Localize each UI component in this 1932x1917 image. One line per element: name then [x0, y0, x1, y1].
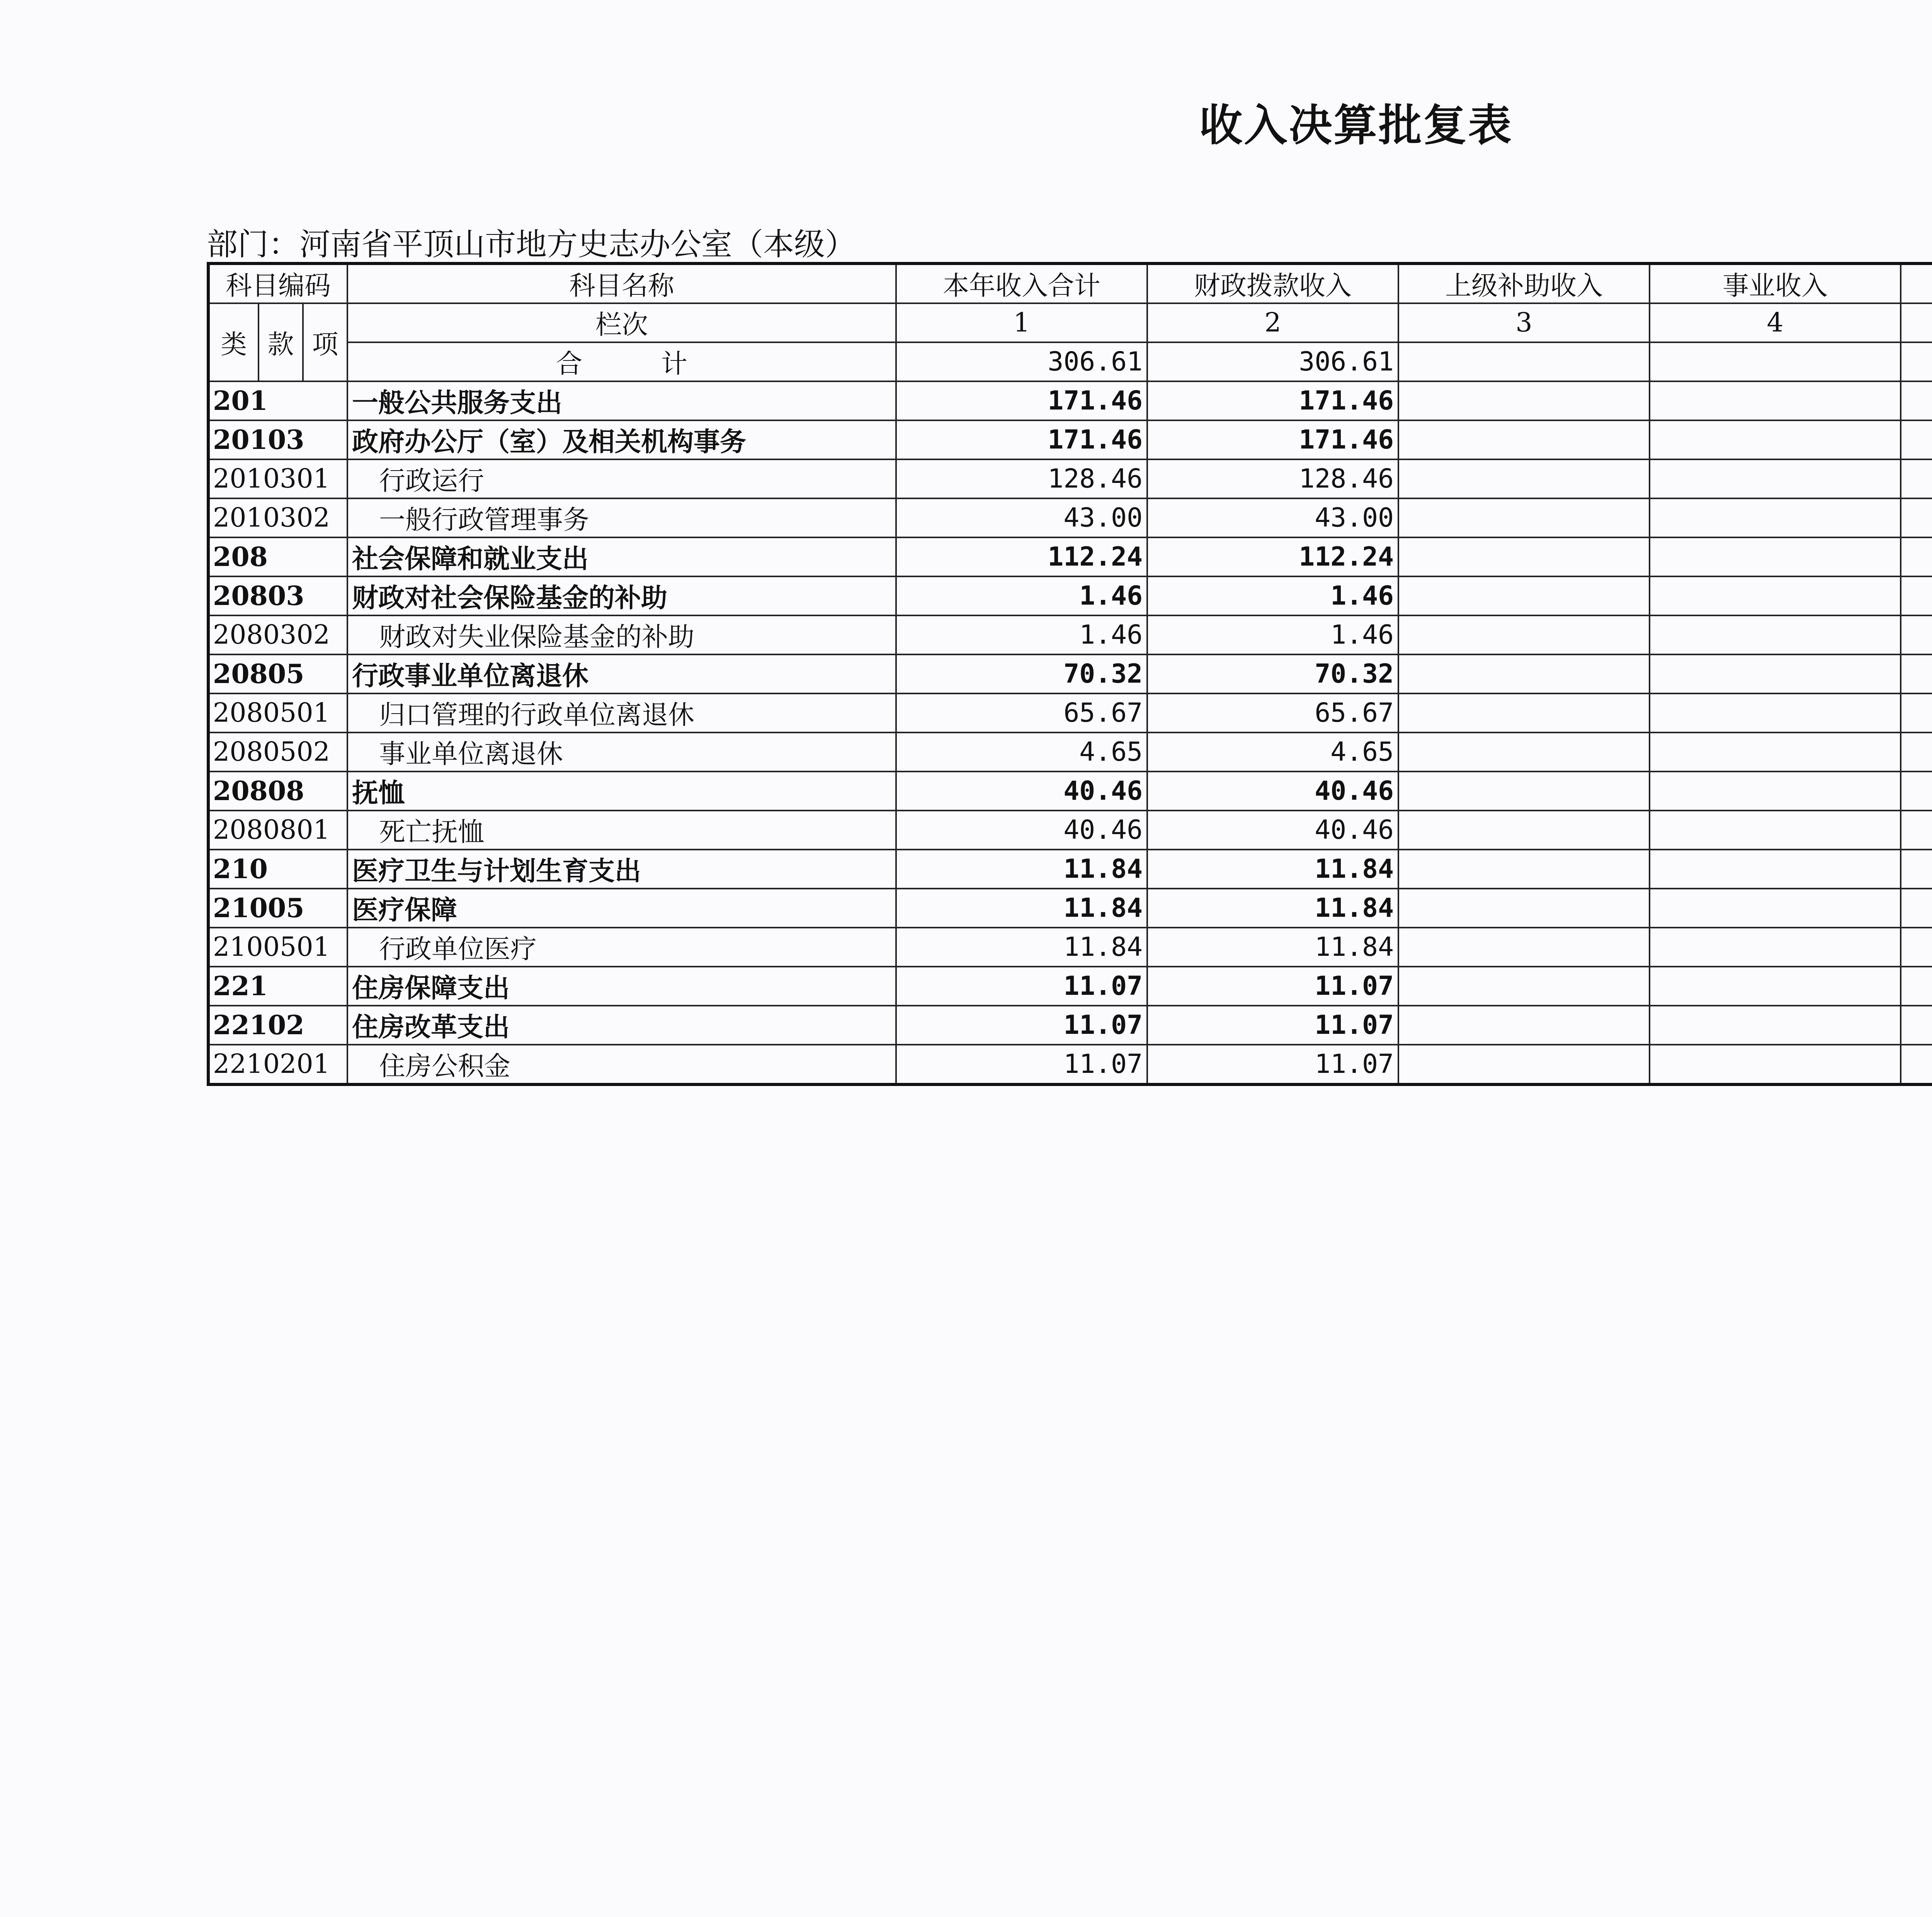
- row-col-3: [1398, 420, 1650, 459]
- row-col-5: [1901, 772, 1932, 811]
- header-col-2: 财政拨款收入: [1147, 263, 1398, 303]
- row-col-2: 1.46: [1147, 576, 1398, 615]
- row-col-2: 40.46: [1147, 772, 1398, 811]
- row-code: 2010302: [208, 498, 347, 537]
- row-col-3: [1398, 811, 1650, 850]
- row-col-1: 40.46: [896, 811, 1147, 850]
- row-col-5: [1901, 615, 1932, 654]
- row-col-5: [1901, 420, 1932, 459]
- table-row: [208, 576, 1932, 615]
- row-name: 财政对失业保险基金的补助: [347, 615, 896, 654]
- table-row: [208, 967, 1932, 1006]
- row-name: 一般公共服务支出: [347, 381, 896, 420]
- row-col-1: 112.24: [896, 537, 1147, 576]
- row-code: 2100501: [208, 928, 347, 967]
- row-col-2: 4.65: [1147, 732, 1398, 772]
- row-col-2: 43.00: [1147, 498, 1398, 537]
- row-col-5: [1901, 1045, 1932, 1084]
- row-col-4: [1650, 693, 1901, 732]
- row-name: 社会保障和就业支出: [347, 537, 896, 576]
- row-col-1: 11.84: [896, 850, 1147, 889]
- row-name: 医疗保障: [347, 889, 896, 928]
- total-label: 合 计: [347, 342, 896, 381]
- row-code: 20805: [208, 654, 347, 693]
- row-col-3: [1398, 967, 1650, 1006]
- row-code: 221: [208, 967, 347, 1006]
- row-col-5: [1901, 693, 1932, 732]
- row-col-4: [1650, 850, 1901, 889]
- total-col-3: [1398, 342, 1650, 381]
- row-col-5: [1901, 889, 1932, 928]
- row-col-3: [1398, 576, 1650, 615]
- row-col-2: 11.07: [1147, 967, 1398, 1006]
- row-col-5: [1901, 811, 1932, 850]
- table-row: [208, 811, 1932, 850]
- row-col-1: 1.46: [896, 615, 1147, 654]
- row-name: 死亡抚恤: [347, 811, 896, 850]
- row-col-1: 4.65: [896, 732, 1147, 772]
- row-col-3: [1398, 537, 1650, 576]
- row-col-3: [1398, 928, 1650, 967]
- row-col-2: 40.46: [1147, 811, 1398, 850]
- table-row: [208, 459, 1932, 498]
- sub-header-xiang: 项: [303, 303, 347, 381]
- row-col-3: [1398, 889, 1650, 928]
- table-row: [208, 381, 1932, 420]
- row-col-5: [1901, 732, 1932, 772]
- row-col-4: [1650, 967, 1901, 1006]
- row-col-4: [1650, 1045, 1901, 1084]
- row-col-3: [1398, 772, 1650, 811]
- row-col-4: [1650, 615, 1901, 654]
- row-code: 2010301: [208, 459, 347, 498]
- row-code: 20103: [208, 420, 347, 459]
- row-col-4: [1650, 420, 1901, 459]
- row-col-4: [1650, 811, 1901, 850]
- total-col-2: 306.61: [1147, 342, 1398, 381]
- table-body: [208, 381, 1932, 1084]
- header-col-5: [1901, 263, 1932, 303]
- header-col-4: 事业收入: [1650, 263, 1901, 303]
- row-col-5: [1901, 928, 1932, 967]
- row-col-1: 11.07: [896, 967, 1147, 1006]
- col-num-2: 2: [1147, 303, 1398, 342]
- row-col-2: 171.46: [1147, 420, 1398, 459]
- row-col-1: 40.46: [896, 772, 1147, 811]
- row-name: 财政对社会保险基金的补助: [347, 576, 896, 615]
- row-col-2: 11.84: [1147, 850, 1398, 889]
- row-code: 2080502: [208, 732, 347, 772]
- table-row: [208, 1045, 1932, 1084]
- row-code: 2080501: [208, 693, 347, 732]
- row-col-3: [1398, 615, 1650, 654]
- row-col-5: [1901, 498, 1932, 537]
- row-col-2: 65.67: [1147, 693, 1398, 732]
- row-col-5: [1901, 537, 1932, 576]
- row-col-2: 70.32: [1147, 654, 1398, 693]
- header-col-1: 本年收入合计: [896, 263, 1147, 303]
- table-row: [208, 928, 1932, 967]
- row-col-4: [1650, 1006, 1901, 1045]
- table-row: [208, 1006, 1932, 1045]
- lanci-label: 栏次: [347, 303, 896, 342]
- row-col-2: 128.46: [1147, 459, 1398, 498]
- row-col-2: 11.84: [1147, 889, 1398, 928]
- row-col-4: [1650, 772, 1901, 811]
- col-num-4: 4: [1650, 303, 1901, 342]
- row-name: 归口管理的行政单位离退休: [347, 693, 896, 732]
- row-name: 行政运行: [347, 459, 896, 498]
- sub-header-kuan: 款: [259, 303, 303, 381]
- row-code: 20803: [208, 576, 347, 615]
- total-col-1: 306.61: [896, 342, 1147, 381]
- table-row: [208, 654, 1932, 693]
- row-col-4: [1650, 576, 1901, 615]
- row-col-3: [1398, 1006, 1650, 1045]
- department-label: 部门：河南省平顶山市地方史志办公室（本级）: [207, 226, 856, 262]
- row-code: 2080302: [208, 615, 347, 654]
- row-col-5: [1901, 1006, 1932, 1045]
- income-table: [207, 262, 1932, 1086]
- row-col-1: 171.46: [896, 420, 1147, 459]
- header-col-3: 上级补助收入: [1398, 263, 1650, 303]
- row-col-5: [1901, 850, 1932, 889]
- header-name: 科目名称: [347, 263, 896, 303]
- row-col-5: [1901, 459, 1932, 498]
- row-name: 一般行政管理事务: [347, 498, 896, 537]
- row-col-4: [1650, 889, 1901, 928]
- row-code: 22102: [208, 1006, 347, 1045]
- row-col-1: 171.46: [896, 381, 1147, 420]
- row-col-3: [1398, 850, 1650, 889]
- col-num-1: 1: [896, 303, 1147, 342]
- row-name: 住房改革支出: [347, 1006, 896, 1045]
- row-col-2: 171.46: [1147, 381, 1398, 420]
- row-col-3: [1398, 693, 1650, 732]
- row-col-2: 112.24: [1147, 537, 1398, 576]
- table-row: [208, 498, 1932, 537]
- row-code: 208: [208, 537, 347, 576]
- row-name: 行政单位医疗: [347, 928, 896, 967]
- row-col-4: [1650, 498, 1901, 537]
- row-code: 2080801: [208, 811, 347, 850]
- row-col-4: [1650, 381, 1901, 420]
- row-col-2: 1.46: [1147, 615, 1398, 654]
- table-row: [208, 693, 1932, 732]
- row-col-2: 11.84: [1147, 928, 1398, 967]
- row-col-3: [1398, 732, 1650, 772]
- total-col-4: [1650, 342, 1901, 381]
- header-code: 科目编码: [208, 263, 347, 303]
- col-num-3: 3: [1398, 303, 1650, 342]
- table-row: [208, 537, 1932, 576]
- row-name: 住房公积金: [347, 1045, 896, 1084]
- row-code: 20808: [208, 772, 347, 811]
- row-col-1: 11.84: [896, 928, 1147, 967]
- row-code: 201: [208, 381, 347, 420]
- table-row: [208, 850, 1932, 889]
- row-name: 政府办公厅（室）及相关机构事务: [347, 420, 896, 459]
- table-row: [208, 420, 1932, 459]
- row-col-1: 1.46: [896, 576, 1147, 615]
- table-row: [208, 732, 1932, 772]
- row-col-5: [1901, 654, 1932, 693]
- row-col-5: [1901, 967, 1932, 1006]
- row-col-1: 11.84: [896, 889, 1147, 928]
- row-col-3: [1398, 1045, 1650, 1084]
- row-code: 210: [208, 850, 347, 889]
- sub-header-lei: 类: [208, 303, 259, 381]
- row-col-3: [1398, 654, 1650, 693]
- page-title: 收入决算批复表: [1199, 100, 1513, 151]
- table-row: [208, 772, 1932, 811]
- table-row: [208, 889, 1932, 928]
- row-name: 住房保障支出: [347, 967, 896, 1006]
- row-col-1: 128.46: [896, 459, 1147, 498]
- row-name: 行政事业单位离退休: [347, 654, 896, 693]
- col-num-5: [1901, 303, 1932, 342]
- row-col-4: [1650, 732, 1901, 772]
- row-col-4: [1650, 654, 1901, 693]
- row-col-2: 11.07: [1147, 1006, 1398, 1045]
- row-col-1: 11.07: [896, 1006, 1147, 1045]
- row-col-1: 65.67: [896, 693, 1147, 732]
- row-col-5: [1901, 381, 1932, 420]
- row-name: 医疗卫生与计划生育支出: [347, 850, 896, 889]
- row-col-3: [1398, 459, 1650, 498]
- row-col-4: [1650, 537, 1901, 576]
- row-col-5: [1901, 576, 1932, 615]
- row-col-4: [1650, 928, 1901, 967]
- row-col-3: [1398, 498, 1650, 537]
- total-col-5: [1901, 342, 1932, 381]
- row-code: 2210201: [208, 1045, 347, 1084]
- row-col-2: 11.07: [1147, 1045, 1398, 1084]
- table-row: [208, 615, 1932, 654]
- row-col-3: [1398, 381, 1650, 420]
- row-col-4: [1650, 459, 1901, 498]
- row-col-1: 11.07: [896, 1045, 1147, 1084]
- row-col-1: 43.00: [896, 498, 1147, 537]
- row-name: 事业单位离退休: [347, 732, 896, 772]
- row-col-1: 70.32: [896, 654, 1147, 693]
- row-code: 21005: [208, 889, 347, 928]
- row-name: 抚恤: [347, 772, 896, 811]
